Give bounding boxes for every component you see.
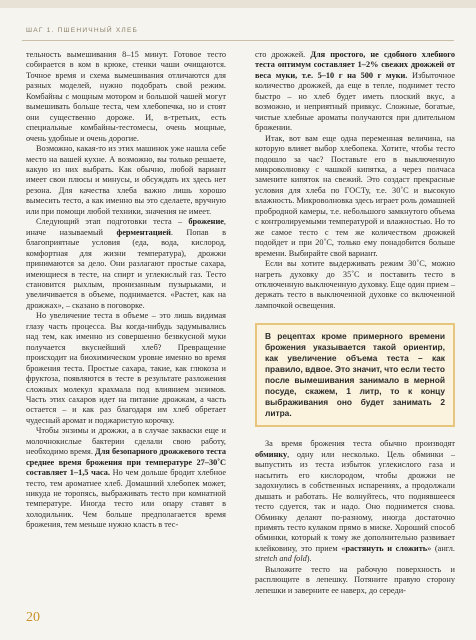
page-number: 20 bbox=[26, 610, 40, 625]
paragraph bbox=[255, 50, 455, 134]
text-run: сто дрожжей. bbox=[255, 50, 306, 59]
english-term: stretch and fold bbox=[255, 554, 307, 564]
key-fact-fermentation-time: Для безопарного дрожжевого теста среднее время брожения при температуре 27–30˚С составляет 1–1,5 часа. bbox=[26, 447, 226, 478]
term-stretch-and-fold: растянуть и сложить bbox=[345, 543, 428, 553]
term-punch-down: обминку bbox=[255, 449, 288, 459]
paragraph bbox=[26, 426, 226, 531]
header-rule bbox=[22, 40, 454, 41]
paragraph: Выложите тесто на рабочую поверхность и расплющите в лепешку. Потяните правую сторону лепешки и заверните ее наверх, до середи- bbox=[255, 564, 455, 595]
paragraph: Возможно, какая-то из этих машинок уже нашла себе место на вашей кухне. А возможно, вы только решаете, какую из них выбрать. Как обычно, любой вариант имеет свои плюсы и минусы, и обсуждать их здесь нет резона. Для качества хлеба важно лишь хорошо вымесить тесто, а как именно вы это сделаете, вручную или при помощи любой техники, значения не имеет. bbox=[26, 144, 226, 216]
text-run: , одну или несколько. Цель обминки – выпустить из теста избыток углекислого газа и насытить его кислородом, чтобы дрожжи не задохнулись в собственных испарениях, а продолжали дышать и работать. Не волнуйтесь, что поднявшееся тесто сдуется, так и надо. Оно поднимется снова. Обминку делают по-разному, иногда достаточно примять тесто кулаком прямо в миске. Хороший способ обминки, который к тому же дополнительно развивает клейковину, это прием « bbox=[255, 449, 455, 553]
text-run: За время брожения теста обычно производят bbox=[265, 439, 455, 449]
paragraph bbox=[26, 217, 226, 311]
paragraph: Если вы хотите выдерживать режим 30˚С, можно нагреть духовку до 35˚С и поставить тесто в отключенную выключенную духовку. Еще один прием – держать тесто в выключенной духовке со включенной лампочкой освещения. bbox=[255, 259, 455, 310]
text-run: Следующий этап подготовки теста – bbox=[36, 217, 189, 227]
text-run: Чтобы энзимы и дрожжи, а в случае закваски еще и молочнокислые бактерии сделали свою работу, необходимо время. bbox=[26, 426, 226, 457]
term-fermentation-alt: ферментацией bbox=[116, 227, 171, 237]
right-column bbox=[255, 50, 455, 596]
text-run: » (англ. bbox=[427, 543, 455, 553]
term-fermentation: брожение bbox=[188, 217, 224, 227]
text-run: Избыточное количество дрожжей, да еще в тепле, поднимет тесто быстро – но хлеб будет иметь плоский вкус, а возможно, и неприятный привкус. Сложные, богатые, чистые хлебные ароматы получаются при длительном брожении. bbox=[255, 70, 456, 133]
paragraph: Но увеличение теста в объеме – это лишь видимая глазу часть процесса. Вы когда-нибудь задумывались над тем, как именно из совершенно безвкусной муки получается вкуснейший хлеб? Превращение происходит на биохимическом уровне именно во время брожения теста. Простые сахара, такие, как глюкоза и фруктоза, появляются в тесте в результате разложения сложных молекул крахмала под влиянием энзимов. Часть этих сахаров идет на питание дрожжам, а часть остается – и как раз благодаря им хлеб обретает чудесный аромат и поджаристую корочку. bbox=[26, 311, 226, 425]
key-fact-yeast-amount: Для простого, не сдобного хлебного теста оптимум составляет 1–2% свежих дрожжей от веса муки, т.е. 5–10 г на 500 г муки. bbox=[255, 50, 455, 80]
paragraph: Итак, вот вам еще одна переменная величина, на которую влияет выбор хлебопека. Хотите, чтобы тесто подошло за час? Поставьте его в выключенную микроволновку с чашкой кипятка, а через полчаса замените кипяток на свежий. Это создаст прекрасные условия для хлеба по ГОСТу, т.е. 30˚С и высокую влажность. Микроволновка здесь играет роль домашней пробродной камеры, т.е. небольшого замкнутого объема с контролируемыми температурой и влажностью. Но то же самое тесто с тем же количеством дрожжей подойдет и при 20˚С, только ему понадобится больше времени. Выбирайте свой вариант. bbox=[255, 133, 455, 258]
paragraph bbox=[255, 439, 455, 564]
text-run: ). bbox=[306, 554, 312, 564]
text-run: . Попав в благоприятные условия (еда, вода, кислород, комфортная для жизни температура), дрожжи принимаются за дело. Они разлагают простые сахара, имеющиеся в тесте, на спирт и углекислый газ. Тесто становится рыхлым, пронизанным пузырьками, и увеличивается в объеме, поднимается. «Растет, как на дрожжах», – сказано в поговорке. bbox=[26, 227, 226, 310]
running-header: ШАГ 1. ПШЕНИЧНЫЙ ХЛЕБ bbox=[26, 27, 139, 34]
left-column bbox=[26, 50, 226, 531]
callout-box: В рецептах кроме примерного времени брожения указывается такой ориентир, как увеличение объема теста – как правило, вдвое. Это значит, что если тесто после вымешивания занимало в мерной посуде, скажем, 1 литр, то к концу выбраживания оно будет занимать 2 литра. bbox=[255, 323, 455, 427]
text-run: Но чем дольше бродит хлебное тесто, тем ароматнее хлеб. Домашний хлебопек может, никуда не торопясь, выбраживать тесто при комнатной температуре. Иногда тесто или опару ставят в холодильник. Чем больше предполагается время брожения, тем меньше нужно класть в тес- bbox=[26, 468, 226, 530]
text-run: , иначе называемый bbox=[26, 217, 226, 237]
top-band bbox=[0, 0, 476, 8]
paragraph: тельность вымешивания 8–15 минут. Готовое тесто собирается в ком в крюке, стенки чаши очищаются. Точное время и схема вымешивания отличаются для разных моделей, нужно подобрать свой режим. Комбайны с мощным мотором и большой чашей могут вымешивать больше теста, чем хлебопечка, но и стоят они существенно дороже. И, в-третьих, есть специальные комбайны-тестомесы, очень мощные, очень удобные и очень дорогие. bbox=[26, 50, 226, 143]
